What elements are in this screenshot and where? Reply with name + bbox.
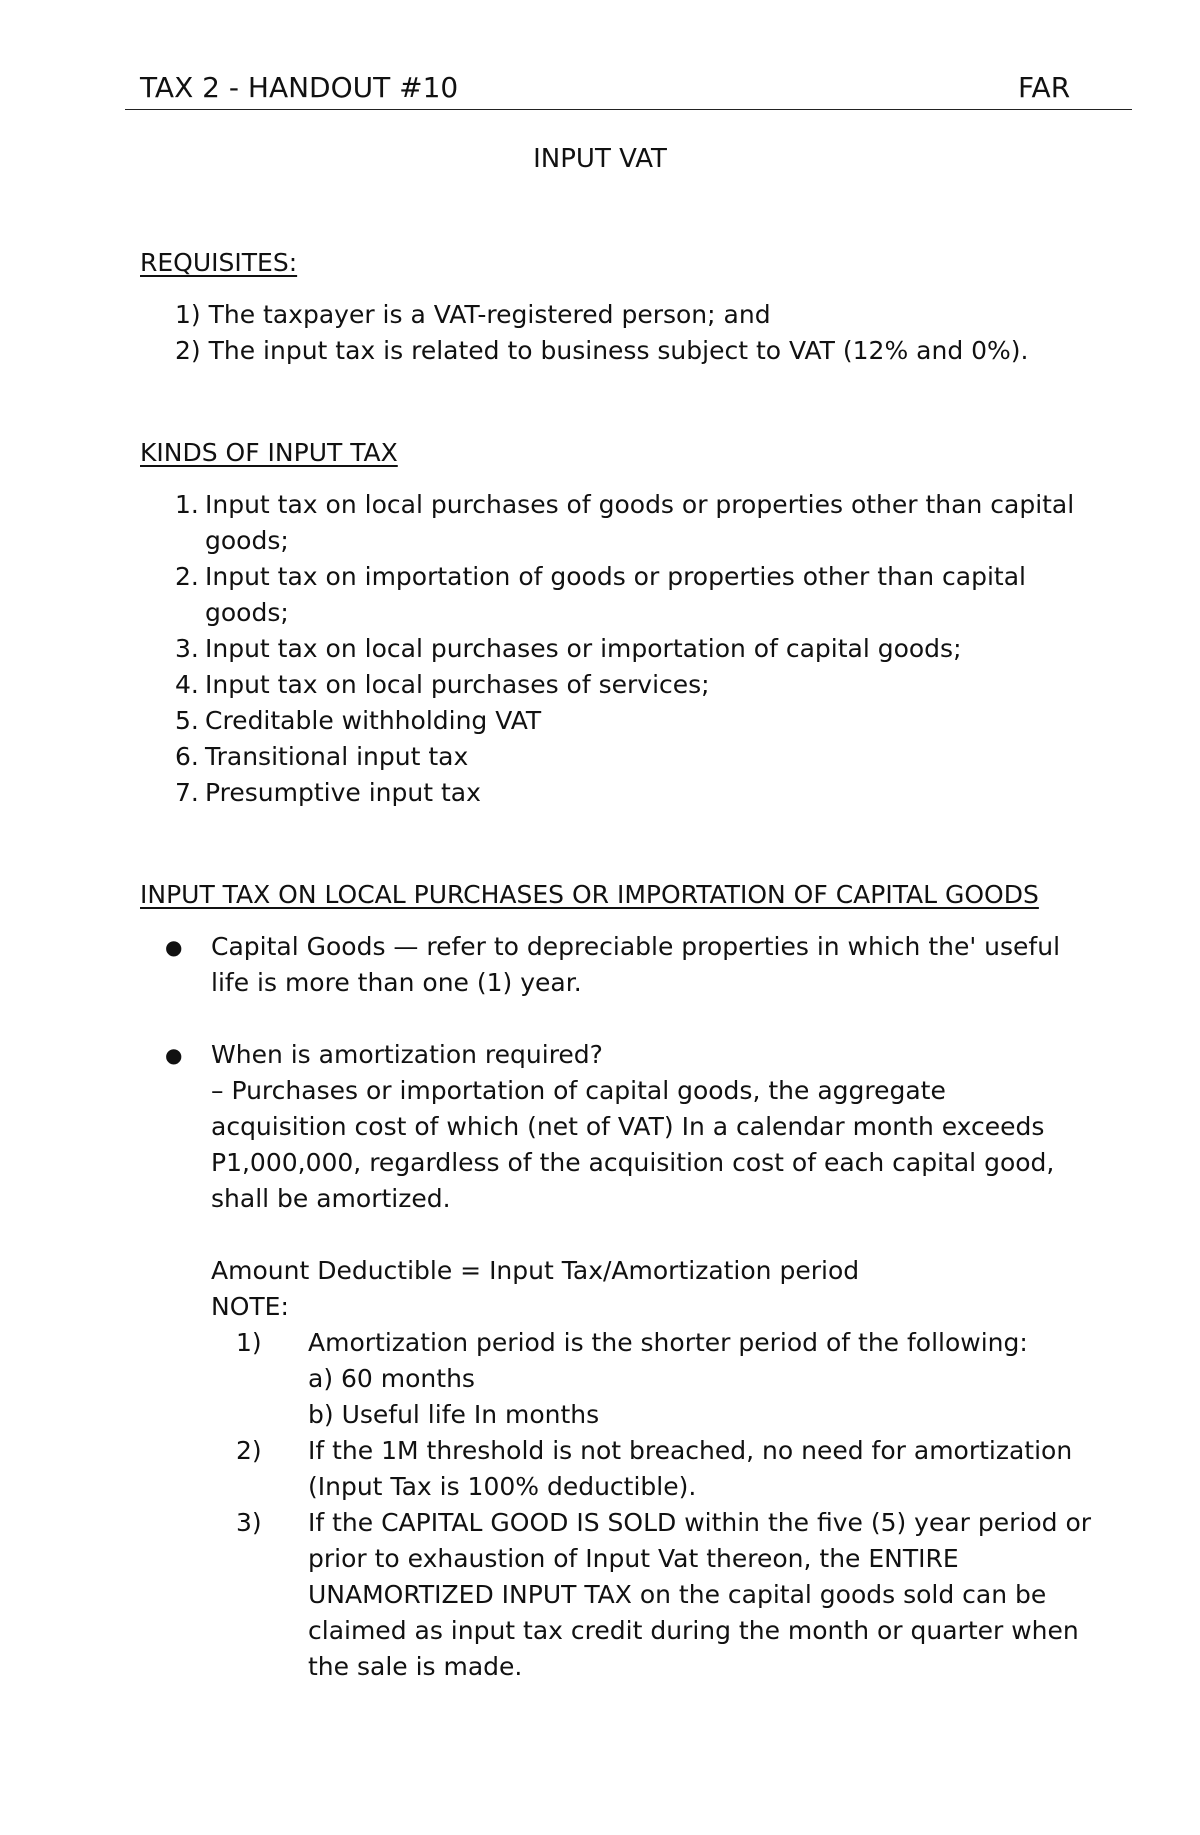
note-number: 1) — [236, 1328, 262, 1357]
kind-text: Creditable withholding VAT — [205, 706, 542, 735]
formula-text: Amount Deductible = Input Tax/Amortization period — [211, 1256, 860, 1285]
requisite-item: 2) The input tax is related to business subject to VAT (12% and 0%). — [175, 336, 1029, 365]
kind-item — [175, 775, 1075, 811]
kind-item — [175, 667, 1075, 703]
bullet-icon: ● — [165, 935, 183, 959]
kind-number: 5. — [175, 706, 199, 735]
requisites-heading: REQUISITES: — [140, 248, 298, 277]
note-subitem: a) 60 months — [308, 1364, 475, 1393]
bullet-icon: ● — [165, 1043, 183, 1067]
handout-title: TAX 2 - HANDOUT #10 — [140, 71, 459, 104]
kind-text: Presumptive input tax — [205, 778, 481, 807]
note-label: NOTE: — [211, 1292, 289, 1321]
header-divider — [125, 109, 1132, 110]
note-item — [236, 1433, 1096, 1505]
kind-item — [175, 703, 1075, 739]
note-number: 2) — [236, 1436, 262, 1465]
kind-number: 3. — [175, 634, 199, 663]
kind-text: Input tax on local purchases of services; — [205, 670, 710, 699]
kinds-heading: KINDS OF INPUT TAX — [140, 438, 398, 467]
bullet-item — [165, 929, 1065, 1001]
kind-number: 4. — [175, 670, 199, 699]
page-title: INPUT VAT — [533, 144, 667, 174]
kind-item — [175, 559, 1075, 631]
kind-text: Input tax on local purchases of goods or properties other than capital goods; — [205, 490, 1075, 555]
capital-goods-heading: INPUT TAX ON LOCAL PURCHASES OR IMPORTATION OF CAPITAL GOODS — [140, 880, 1039, 909]
kind-number: 6. — [175, 742, 199, 771]
bullet-text: When is amortization required? — [211, 1040, 603, 1069]
kind-text: Transitional input tax — [205, 742, 469, 771]
note-text: Amortization period is the shorter period of the following: — [308, 1328, 1028, 1357]
kind-text: Input tax on importation of goods or properties other than capital goods; — [205, 562, 1026, 627]
note-item — [236, 1505, 1096, 1685]
note-number: 3) — [236, 1508, 262, 1537]
kind-item — [175, 739, 1075, 775]
note-subitem: b) Useful life In months — [308, 1400, 600, 1429]
kind-number: 7. — [175, 778, 199, 807]
bullet-text: Capital Goods — refer to depreciable properties in which the' useful life is more than one (1) year. — [211, 932, 1061, 997]
kind-item — [175, 487, 1075, 559]
kind-text: Input tax on local purchases or importation of capital goods; — [205, 634, 962, 663]
requisite-item: 1) The taxpayer is a VAT-registered person; and — [175, 300, 771, 329]
note-item — [236, 1325, 1096, 1361]
kind-number: 2. — [175, 562, 199, 591]
kind-item — [175, 631, 1075, 667]
note-text: If the CAPITAL GOOD IS SOLD within the five (5) year period or prior to exhaustion of Input Vat thereon, the ENTIRE UNAMORTIZED INPUT TAX on the capital goods sold can be claimed as input tax credit during the month or quarter when the sale is made. — [308, 1508, 1092, 1681]
note-text: If the 1M threshold is not breached, no need for amortization (Input Tax is 100% deductible). — [308, 1436, 1073, 1501]
amortization-text: – Purchases or importation of capital goods, the aggregate acquisition cost of which (net of VAT) In a calendar month exceeds P1,000,000, regardless of the acquisition cost of each capital good, shall be amortized. — [211, 1076, 1055, 1213]
subject-code: FAR — [1018, 71, 1071, 104]
kind-number: 1. — [175, 490, 199, 519]
bullet-item — [165, 1037, 1065, 1073]
